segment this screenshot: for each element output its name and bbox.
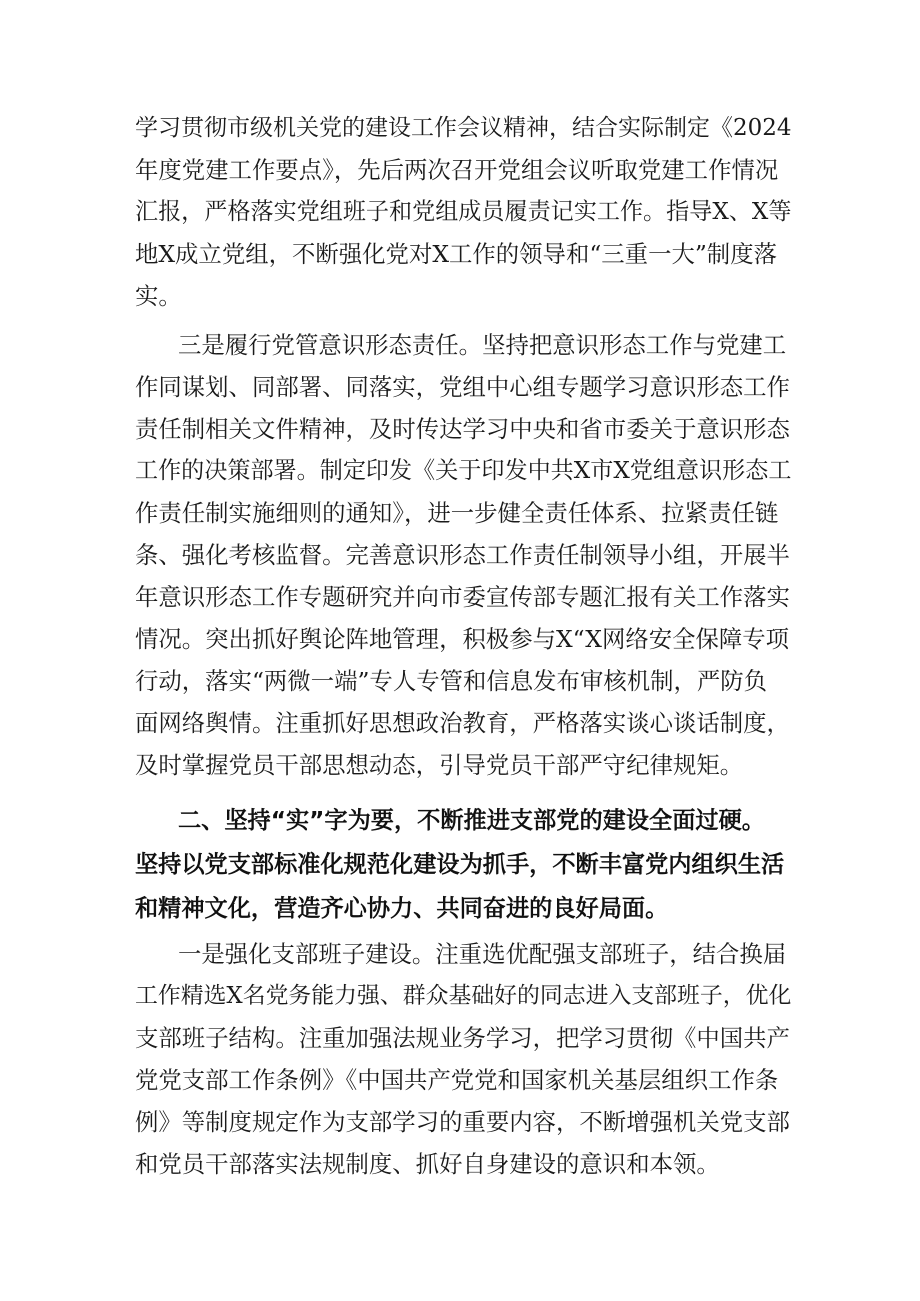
text-line: 情况。突出抓好舆论阵地管理，积极参与X“X网络安全保障专项 bbox=[135, 625, 790, 653]
text-line: 行动，落实“两微一端”专人专管和信息发布审核机制，严防负 bbox=[135, 667, 768, 695]
section-heading-line: 和精神文化，营造齐心协力、共同奋进的良好局面。 bbox=[135, 895, 669, 922]
text-line: 及时掌握党员干部思想动态，引导党员干部严守纪律规矩。 bbox=[135, 751, 744, 779]
text-line: 责任制相关文件精神，及时传达学习中央和省市委关于意识形态 bbox=[135, 415, 790, 443]
paragraph-first-line: 一是强化支部班子建设。注重选优配强支部班子，结合换届 bbox=[178, 940, 787, 968]
text-line: 例》等制度规定作为支部学习的重要内容，不断增强机关党支部 bbox=[135, 1108, 790, 1136]
section-heading: 二、坚持“实”字为要，不断推进支部党的建设全面过硬。 bbox=[178, 807, 765, 834]
text-line: 和党员干部落实法规制度、抓好自身建设的意识和本领。 bbox=[135, 1150, 720, 1178]
text-line: 条、强化考核监督。完善意识形态工作责任制领导小组，开展半 bbox=[135, 541, 790, 569]
text-line: 年度党建工作要点》，先后两次召开党组会议听取党建工作情况 bbox=[135, 156, 779, 184]
text-line: 学习贯彻市级机关党的建设工作会议精神，结合实际制定《2024 bbox=[135, 115, 792, 141]
text-line: 汇报，严格落实党组班子和党组成员履责记实工作。指导X、X等 bbox=[135, 199, 792, 225]
text-line: 支部班子结构。注重加强法规业务学习，把学习贯彻《中国共产 bbox=[135, 1024, 790, 1052]
section-heading-line: 坚持以党支部标准化规范化建设为抓手，不断丰富党内组织生活 bbox=[135, 851, 785, 878]
text-line: 作责任制实施细则的通知》，进一步健全责任体系、拉紧责任链 bbox=[135, 499, 779, 527]
text-line: 工作的决策部署。制定印发《关于印发中共X市X党组意识形态工 bbox=[135, 458, 792, 484]
text-line: 面网络舆情。注重抓好思想政治教育，严格落实谈心谈话制度， bbox=[135, 709, 790, 737]
text-line: 工作精选X名党务能力强、群众基础好的同志进入支部班子，优化 bbox=[135, 983, 792, 1009]
paragraph-first-line: 三是履行党管意识形态责任。坚持把意识形态工作与党建工 bbox=[178, 331, 787, 359]
text-line: 地X成立党组，不断强化党对X工作的领导和“三重一大”制度落 bbox=[135, 240, 777, 268]
text-line: 实。 bbox=[135, 282, 182, 310]
text-line: 党党支部工作条例》《中国共产党党和国家机关基层组织工作条 bbox=[135, 1066, 779, 1094]
text-line: 年意识形态工作专题研究并向市委宣传部专题汇报有关工作落实 bbox=[135, 583, 790, 611]
text-line: 作同谋划、同部署、同落实，党组中心组专题学习意识形态工作 bbox=[135, 373, 790, 401]
